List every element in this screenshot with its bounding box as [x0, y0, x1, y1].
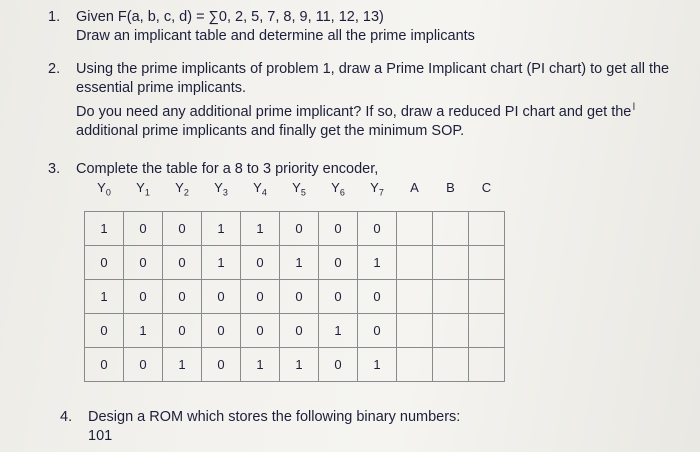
input-cell: 0 [85, 348, 124, 382]
input-cell: 1 [358, 246, 397, 280]
input-cell: 1 [202, 246, 241, 280]
output-cell[interactable] [433, 348, 469, 382]
input-cell: 0 [124, 246, 163, 280]
priority-encoder-table [84, 178, 505, 382]
input-cell: 1 [202, 212, 241, 246]
table-row [85, 314, 505, 348]
input-cell: 0 [202, 280, 241, 314]
input-cell: 0 [202, 348, 241, 382]
question-number: 4. [60, 409, 73, 425]
question-line: essential prime implicants. [76, 80, 247, 96]
input-cell: 1 [241, 212, 280, 246]
question-number: 1. [48, 9, 61, 25]
output-cell[interactable] [397, 246, 433, 280]
question-text: Do you need any additional prime implicant? If so, draw a reduced PI chart and get the [76, 103, 632, 120]
input-cell: 0 [280, 280, 319, 314]
output-cell[interactable] [469, 212, 505, 246]
header-label: Y [214, 180, 223, 195]
header-subscript: 6 [339, 187, 345, 198]
table-row [85, 246, 505, 280]
output-cell[interactable] [433, 246, 469, 280]
output-cell[interactable] [397, 348, 433, 382]
input-cell: 0 [358, 212, 397, 246]
question-number: 2. [48, 61, 61, 77]
header-label: Y [253, 180, 262, 195]
input-cell: 0 [241, 280, 280, 314]
header-subscript: 3 [222, 187, 228, 198]
input-cell: 1 [124, 314, 163, 348]
header-label: Y [175, 180, 184, 195]
column-header [85, 178, 124, 212]
text-cursor-icon: I [632, 101, 636, 113]
input-cell: 1 [280, 348, 319, 382]
input-cell: 1 [280, 246, 319, 280]
input-cell: 1 [241, 348, 280, 382]
input-cell: 0 [124, 212, 163, 246]
output-cell[interactable] [469, 314, 505, 348]
table-body [85, 212, 505, 382]
header-subscript: 0 [105, 187, 111, 198]
column-header [202, 178, 241, 212]
input-cell: 0 [85, 246, 124, 280]
question-number: 3. [48, 161, 61, 177]
header-label: Y [97, 180, 106, 195]
input-cell: 0 [280, 212, 319, 246]
header-subscript: 7 [378, 187, 384, 198]
header-label: Y [370, 180, 379, 195]
table-row [85, 212, 505, 246]
column-header [469, 178, 505, 212]
input-cell: 0 [358, 314, 397, 348]
output-cell[interactable] [469, 280, 505, 314]
output-cell[interactable] [433, 212, 469, 246]
column-header [358, 178, 397, 212]
column-header [124, 178, 163, 212]
input-cell: 1 [163, 348, 202, 382]
output-cell[interactable] [397, 280, 433, 314]
input-cell: 0 [319, 212, 358, 246]
input-cell: 0 [241, 314, 280, 348]
output-cell[interactable] [469, 348, 505, 382]
header-label: Y [136, 180, 145, 195]
header-subscript: 4 [261, 187, 267, 198]
question-line: 101 [88, 428, 113, 444]
output-cell[interactable] [397, 314, 433, 348]
output-cell[interactable] [433, 280, 469, 314]
question-line: additional prime implicants and finally get the minimum SOP. [76, 122, 465, 139]
header-subscript: 1 [144, 187, 150, 198]
input-cell: 0 [163, 212, 202, 246]
header-subscript: 5 [300, 187, 306, 198]
input-cell: 0 [124, 280, 163, 314]
input-cell: 1 [85, 280, 124, 314]
question-line: Design a ROM which stores the following binary numbers: [88, 409, 461, 425]
question-line [76, 98, 669, 122]
input-cell: 0 [280, 314, 319, 348]
question-line: Complete the table for a 8 to 3 priority encoder, [76, 161, 379, 177]
input-cell: 0 [124, 348, 163, 382]
column-header [241, 178, 280, 212]
input-cell: 1 [85, 212, 124, 246]
question-line: Draw an implicant table and determine all the prime implicants [76, 28, 475, 44]
input-cell: 0 [358, 280, 397, 314]
question-line: Given F(a, b, c, d) = ∑0, 2, 5, 7, 8, 9, 11, 12, 13) [76, 9, 384, 25]
input-cell: 0 [202, 314, 241, 348]
output-cell[interactable] [433, 314, 469, 348]
input-cell: 0 [163, 314, 202, 348]
question-line: Using the prime implicants of problem 1, draw a Prime Implicant chart (PI chart) to get all the [76, 61, 670, 77]
column-header [433, 178, 469, 212]
table-row [85, 280, 505, 314]
column-header [163, 178, 202, 212]
header-label: Y [292, 180, 301, 195]
output-cell[interactable] [397, 212, 433, 246]
header-label: Y [331, 180, 340, 195]
input-cell: 0 [319, 280, 358, 314]
table-header-row [85, 178, 505, 212]
input-cell: 0 [163, 280, 202, 314]
table-row [85, 348, 505, 382]
output-cell[interactable] [469, 246, 505, 280]
column-header [397, 178, 433, 212]
input-cell: 1 [358, 348, 397, 382]
header-subscript: 2 [183, 187, 189, 198]
header-label: C [481, 180, 492, 195]
input-cell: 0 [85, 314, 124, 348]
column-header [280, 178, 319, 212]
column-header [319, 178, 358, 212]
input-cell: 0 [241, 246, 280, 280]
header-label: A [410, 180, 419, 195]
input-cell: 0 [319, 348, 358, 382]
input-cell: 0 [163, 246, 202, 280]
input-cell: 1 [319, 314, 358, 348]
input-cell: 0 [319, 246, 358, 280]
header-label: B [446, 180, 455, 195]
